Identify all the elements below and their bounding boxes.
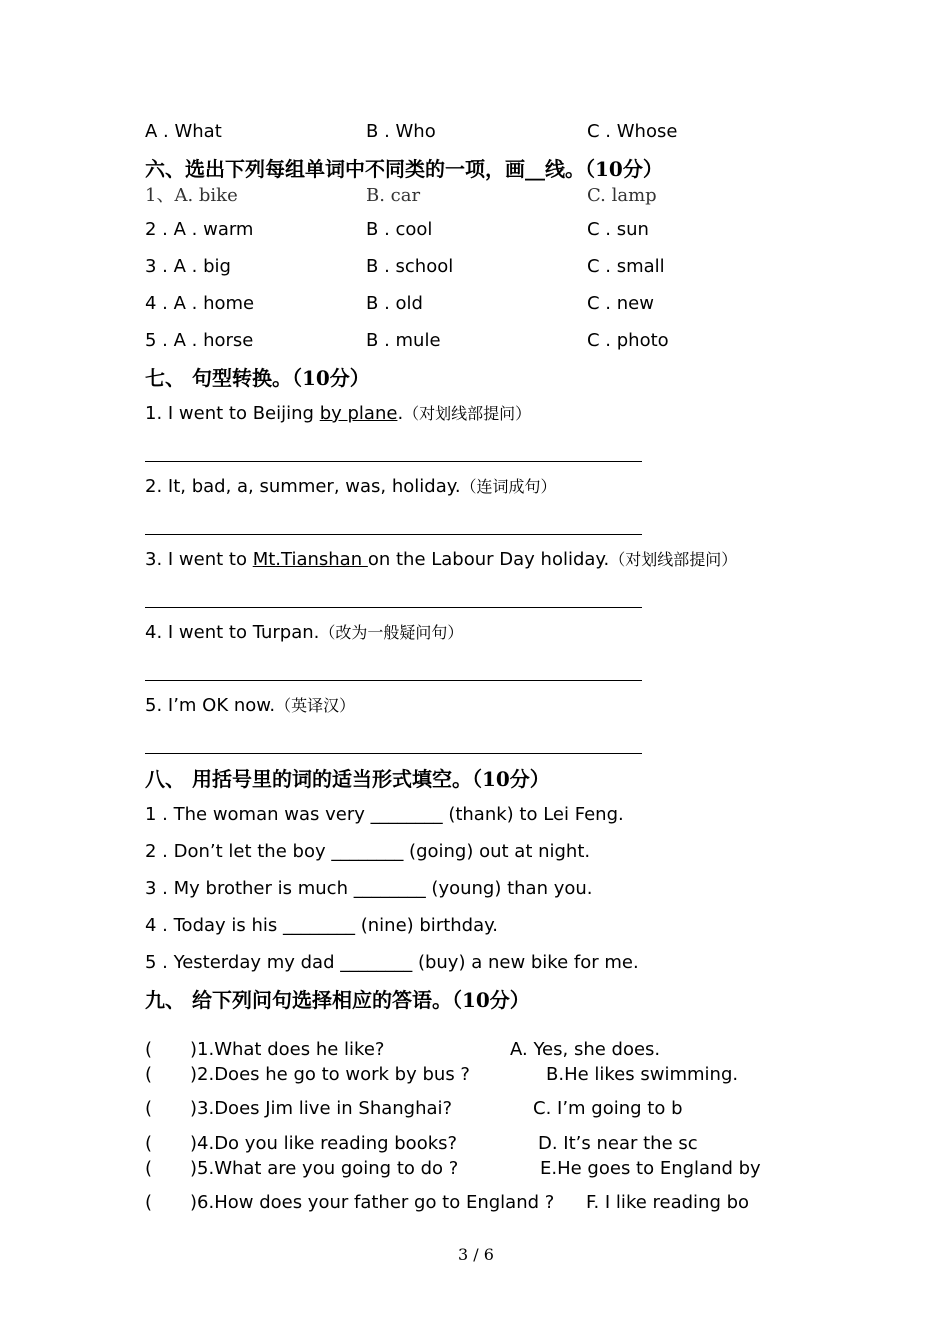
s6-row3-c: C . small [587,256,665,277]
s9-bracket-1: ( [145,1039,153,1060]
s9-question-5: )5.What are you going to do ? [190,1158,459,1179]
s6-row4-c: C . new [587,293,654,314]
s6-row1-c: C. lamp [587,185,657,206]
s6-row5-a: 5 . A . horse [145,330,254,351]
s9-question-6: )6.How does your father go to England ? [190,1192,555,1213]
s6-row4-b: B . old [366,293,423,314]
s7-q5-text: 5. I’m OK now. [145,695,276,716]
s7-q1-pre: 1. I went to Beijing [145,403,320,424]
s7-q4-text: 4. I went to Turpan. [145,622,320,643]
s6-row5-c: C . photo [587,330,669,351]
s9-bracket-2: ( [145,1064,153,1085]
s7-q5 [145,694,355,718]
section9-heading: 九、 给下列问句选择相应的答语。（10分） [145,988,530,1012]
s9-bracket-5: ( [145,1158,153,1179]
s9-answer-c: C. I’m going to b [533,1098,683,1119]
page-number: 3 / 6 [458,1245,494,1264]
s8-item-5: 5 . Yesterday my dad ________ (buy) a new bike for me. [145,952,639,973]
option-a-what: A . What [145,121,222,142]
s7-q1-hint: （对划线部提问） [403,404,532,423]
s6-row1-a: 1、A. bike [145,185,238,206]
s6-row4-a: 4 . A . home [145,293,255,314]
s8-item-3: 3 . My brother is much ________ (young) than you. [145,878,593,899]
s7-q3-hint: （对划线部提问） [609,550,738,569]
answer-line-4[interactable] [145,680,642,681]
s9-question-4: )4.Do you like reading books? [190,1133,458,1154]
s7-q5-hint: （英译汉） [275,696,356,715]
s9-answer-b: B.He likes swimming. [546,1064,739,1085]
s6-row5-b: B . mule [366,330,441,351]
s7-q1-underlined: by plane [319,403,398,424]
s7-q3 [145,548,737,572]
s9-question-3: )3.Does Jim live in Shanghai? [190,1098,453,1119]
s7-q2-text: 2. It, bad, a, summer, was, holiday. [145,476,461,497]
s7-q4 [145,621,463,645]
s7-q3-underlined: Mt.Tianshan [252,549,368,570]
s9-bracket-6: ( [145,1192,153,1213]
s7-q1-post: . [397,403,404,424]
option-b-who: B . Who [366,121,436,142]
s7-q1 [145,402,531,426]
s6-row2-a: 2 . A . warm [145,219,254,240]
s8-item-1: 1 . The woman was very ________ (thank) to Lei Feng. [145,804,624,825]
s7-q3-pre: 3. I went to [145,549,253,570]
section6-heading: 六、选出下列每组单词中不同类的一项，画__线。（10分） [145,157,663,181]
s7-q2 [145,475,557,499]
answer-line-3[interactable] [145,607,642,608]
s9-answer-e: E.He goes to England by [540,1158,761,1179]
s9-answer-d: D. It’s near the sc [538,1133,698,1154]
s9-question-1: )1.What does he like? [190,1039,385,1060]
s6-row3-a: 3 . A . big [145,256,231,277]
s7-q4-hint: （改为一般疑问句） [319,623,464,642]
s9-bracket-4: ( [145,1133,153,1154]
s8-item-4: 4 . Today is his ________ (nine) birthday. [145,915,498,936]
s8-item-2: 2 . Don’t let the boy ________ (going) out at night. [145,841,591,862]
s9-answer-a: A. Yes, she does. [510,1039,661,1060]
s9-question-2: )2.Does he go to work by bus ? [190,1064,470,1085]
section7-heading: 七、 句型转换。（10分） [145,366,370,390]
s6-row2-b: B . cool [366,219,433,240]
s6-row3-b: B . school [366,256,454,277]
s6-row2-c: C . sun [587,219,649,240]
s9-answer-f: F. I like reading bo [586,1192,750,1213]
answer-line-2[interactable] [145,534,642,535]
answer-line-1[interactable] [145,461,642,462]
s9-bracket-3: ( [145,1098,153,1119]
section8-heading: 八、 用括号里的词的适当形式填空。（10分） [145,767,550,791]
s7-q2-hint: （连词成句） [460,477,557,496]
s7-q3-post: on the Labour Day holiday. [367,549,610,570]
s6-row1-b: B. car [366,185,421,206]
answer-line-5[interactable] [145,753,642,754]
option-c-whose: C . Whose [587,121,678,142]
